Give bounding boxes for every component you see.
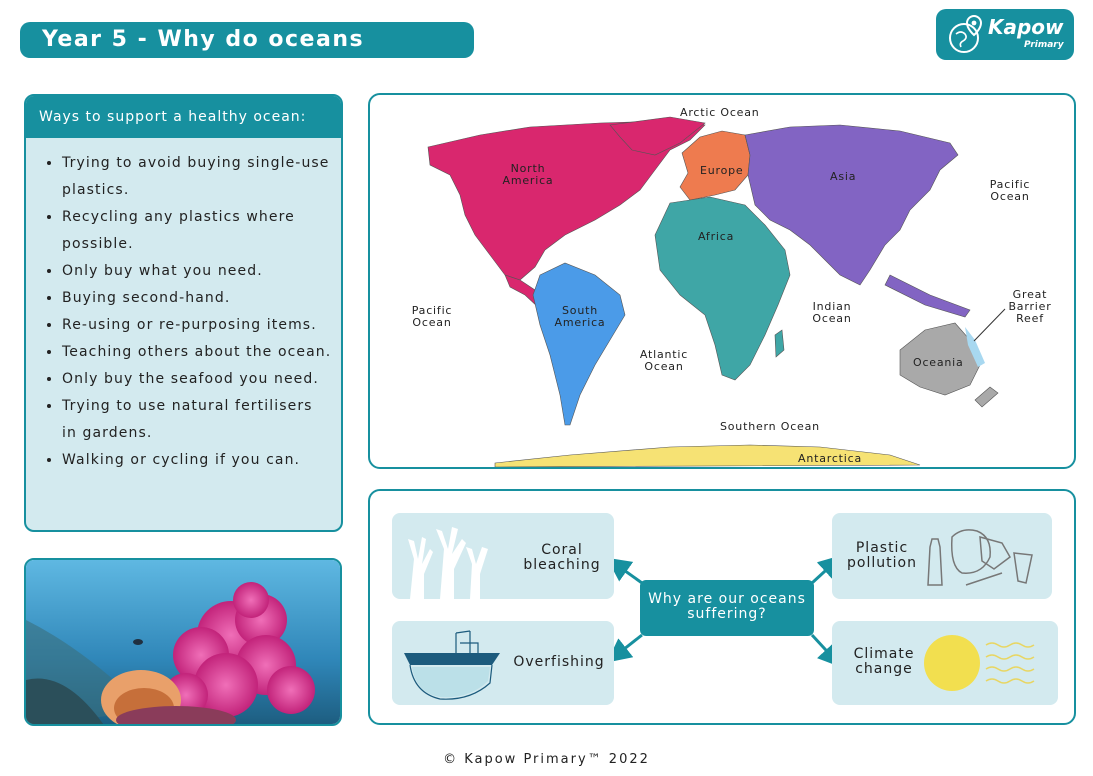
arrow-coral <box>614 563 642 583</box>
europe-label: Europe <box>700 164 744 177</box>
pacific-ocean-east-label: Pacific Ocean <box>989 178 1031 203</box>
coral-bleaching-label: Coral bleaching <box>523 542 601 573</box>
coral-reef-photo <box>24 558 342 726</box>
arrow-overfishing <box>614 635 642 657</box>
list-item: • Walking or cycling if you can. <box>62 447 333 474</box>
page-title: Year 5 - Why do oceans matter? <box>20 22 474 58</box>
tips-heading: Ways to support a healthy ocean: <box>26 96 341 138</box>
pacific-ocean-west-label: Pacific Ocean <box>411 304 453 329</box>
north-america-label: North America <box>502 162 554 187</box>
list-item: • Re-using or re-purposing items. <box>62 312 333 339</box>
indian-ocean-label: Indian Ocean <box>812 300 852 325</box>
kapow-logo <box>936 9 1074 60</box>
coral-icon <box>400 519 510 599</box>
list-item: • Trying to avoid buying single-use plastics. <box>62 150 333 204</box>
list-item: • Only buy what you need. <box>62 258 333 285</box>
world-map-panel <box>368 93 1076 469</box>
list-item: • Only buy the seafood you need. <box>62 366 333 393</box>
atlantic-ocean-label: Atlantic Ocean <box>639 348 689 373</box>
list-item: • Teaching others about the ocean. <box>62 339 333 366</box>
list-item: • Recycling any plastics where possible. <box>62 204 333 258</box>
southern-ocean-label: Southern Ocean <box>720 420 820 433</box>
plastic-waste-icon <box>922 517 1042 597</box>
plastic-pollution-label: Plastic pollution <box>847 540 917 571</box>
antarctica-label: Antarctica <box>798 452 863 465</box>
south-america-shape <box>533 263 625 425</box>
list-item: • Trying to use natural fertilisers in gardens. <box>62 393 333 447</box>
africa-label: Africa <box>698 230 735 243</box>
overfishing-label: Overfishing <box>513 654 605 670</box>
ocean-threats-panel <box>368 489 1076 725</box>
overfishing-card <box>392 621 614 705</box>
oceania-label: Oceania <box>913 356 964 369</box>
south-america-label: South America <box>554 304 606 329</box>
fishing-boat-icon <box>400 623 510 703</box>
sun-heat-icon <box>920 623 1050 703</box>
logo-sub: Primary <box>1024 40 1064 50</box>
tips-list <box>26 150 341 474</box>
central-question: Why are our oceans suffering? <box>640 580 814 636</box>
great-barrier-reef-label: Great Barrier Reef <box>1008 288 1052 325</box>
logo-brand: Kapow <box>988 15 1064 39</box>
healthy-ocean-panel <box>24 94 343 532</box>
copyright-footer: © Kapow Primary™ 2022 <box>443 752 650 767</box>
asia-label: Asia <box>830 170 857 183</box>
globe-pin-icon <box>944 12 990 58</box>
list-item: • Buying second-hand. <box>62 285 333 312</box>
plastic-pollution-card <box>832 513 1052 599</box>
climate-change-label: Climate change <box>853 646 915 677</box>
coral-bleaching-card <box>392 513 614 599</box>
arctic-ocean-label: Arctic Ocean <box>680 106 760 119</box>
climate-change-card <box>832 621 1058 705</box>
